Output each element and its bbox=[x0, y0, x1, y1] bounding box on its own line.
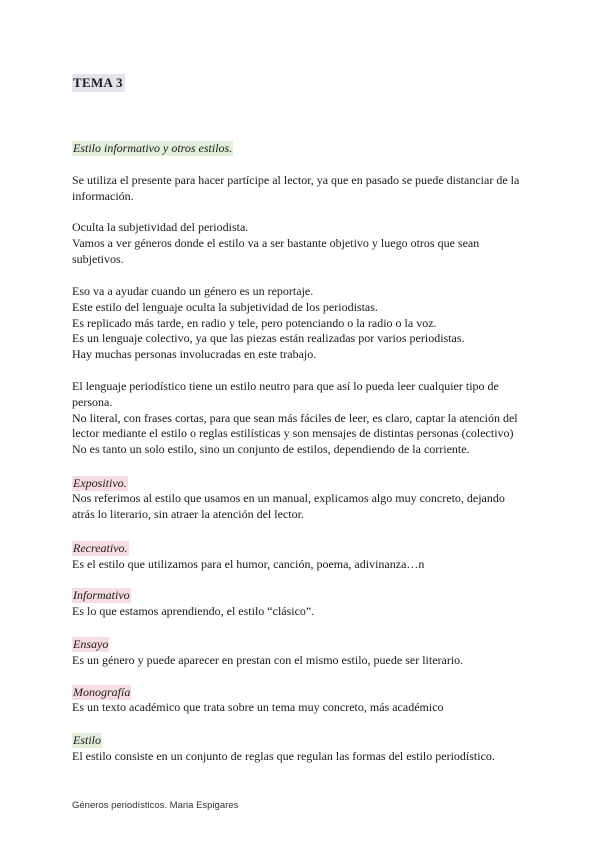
text-line: atrás lo literario, sin atraer la atención del lector. bbox=[72, 506, 304, 521]
text-line: No es tanto un solo estilo, sino un conjunto de estilos, dependiendo de la corriente. bbox=[72, 442, 470, 457]
text-line: Se utiliza el presente para hacer partícipe al lector, ya que en pasado se puede distanciar de la bbox=[72, 173, 520, 187]
term-heading-recreativo: Recreativo. bbox=[73, 541, 128, 555]
term-heading-informativo: Informativo bbox=[73, 588, 130, 602]
text-line: El estilo consiste en un conjunto de reglas que regulan las formas del estilo periodístico. bbox=[72, 749, 495, 763]
text-line: información. bbox=[72, 188, 134, 203]
term-heading-monografia: Monografía bbox=[73, 685, 131, 699]
text-line: Es un lenguaje colectivo, ya que las piezas están realizadas por varios periodistas. bbox=[72, 331, 465, 346]
paragraph-1 bbox=[72, 173, 532, 205]
term-definition-monografia bbox=[72, 700, 532, 716]
text-line: Vamos a ver géneros donde el estilo va a ser bastante objetivo y luego otros que sean bbox=[72, 235, 480, 250]
term-heading-expositivo: Expositivo. bbox=[73, 476, 127, 490]
term-definition-estilo bbox=[72, 749, 532, 765]
section-heading-estilo-informativo: Estilo informativo y otros estilos. bbox=[73, 141, 233, 155]
term-heading-ensayo: Ensayo bbox=[73, 637, 109, 651]
paragraph-3 bbox=[72, 284, 532, 363]
text-line: Es lo que estamos aprendiendo, el estilo “clásico”. bbox=[72, 604, 315, 618]
text-line: No literal, con frases cortas, para que sean más fáciles de leer, es claro, captar la atención del bbox=[72, 410, 518, 425]
paragraph-2 bbox=[72, 220, 532, 267]
text-line: Es replicado más tarde, en radio y tele, pero potenciando o la radio o la voz. bbox=[72, 315, 437, 330]
text-line: Es un texto académico que trata sobre un tema muy concreto, más académico bbox=[72, 700, 444, 714]
term-heading-estilo: Estilo bbox=[73, 733, 102, 747]
term-definition-expositivo bbox=[72, 491, 532, 523]
page-footer: Géneros periodísticos. Maria Espigares bbox=[72, 800, 239, 811]
text-line: Es el estilo que utilizamos para el humor, canción, poema, adivinanza…n bbox=[72, 557, 425, 571]
text-line: Es un género y puede aparecer en prestan con el mismo estilo, puede ser literario. bbox=[72, 653, 464, 667]
text-line: Este estilo del lenguaje oculta la subjetividad de los periodistas. bbox=[72, 299, 378, 314]
term-definition-informativo bbox=[72, 604, 532, 620]
text-line: Oculta la subjetividad del periodista. bbox=[72, 220, 249, 234]
text-line: subjetivos. bbox=[72, 251, 124, 266]
text-line: Hay muchas personas involucradas en este trabajo. bbox=[72, 347, 317, 362]
text-line: Nos referimos al estilo que usamos en un manual, explicamos algo muy concreto, dejando bbox=[72, 491, 505, 505]
paragraph-4 bbox=[72, 379, 532, 458]
term-definition-ensayo bbox=[72, 653, 532, 669]
term-definition-recreativo bbox=[72, 557, 532, 573]
text-line: Eso va a ayudar cuando un género es un reportaje. bbox=[72, 284, 314, 298]
text-line: lector mediante el estilo o reglas estilísticas y son mensajes de distintas personas (colectivo) bbox=[72, 426, 514, 441]
text-line: persona. bbox=[72, 394, 113, 409]
text-line: El lenguaje periodístico tiene un estilo neutro para que así lo pueda leer cualquier tipo de bbox=[72, 379, 499, 393]
page-title: TEMA 3 bbox=[73, 75, 123, 90]
